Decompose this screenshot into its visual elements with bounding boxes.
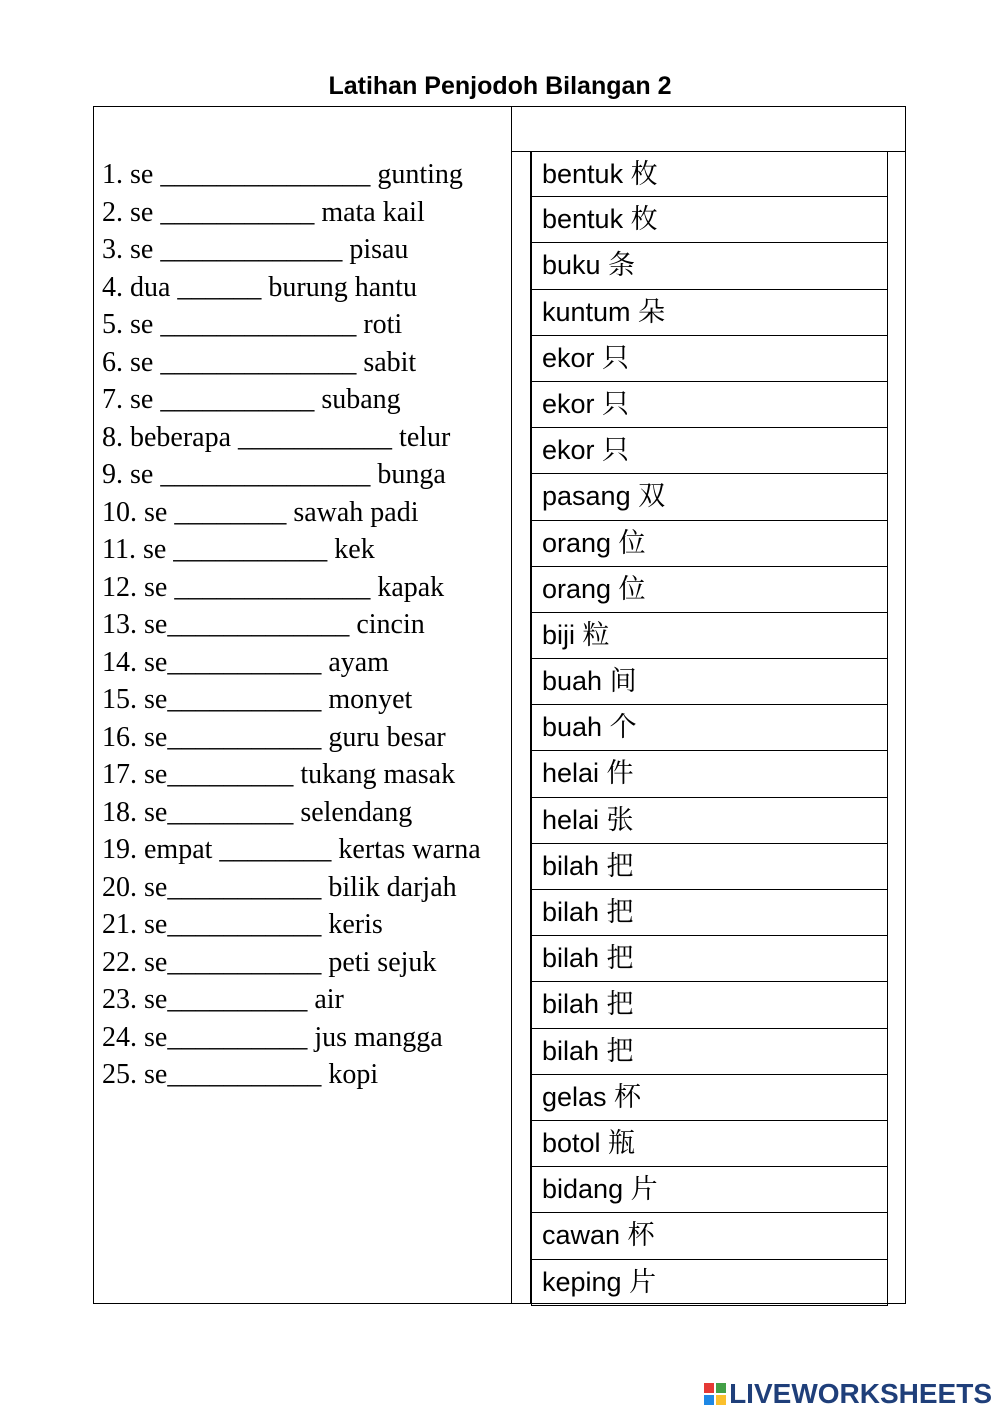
answer-item[interactable]: biji 粒: [531, 613, 888, 659]
question-item: 9. se _______________ bunga: [102, 459, 446, 490]
answer-item[interactable]: ekor 只: [531, 336, 888, 382]
answer-item[interactable]: bidang 片: [531, 1167, 888, 1213]
question-item: 16. se___________ guru besar: [102, 721, 446, 753]
question-item: 14. se___________ ayam: [102, 646, 389, 678]
question-item: 11. se ___________ kek: [102, 534, 375, 565]
question-item: 3. se _____________ pisau: [102, 234, 409, 265]
answer-item[interactable]: ekor 只: [531, 382, 888, 428]
answer-item[interactable]: pasang 双: [531, 474, 888, 520]
answer-item[interactable]: bentuk 枚: [531, 151, 888, 197]
answer-item[interactable]: gelas 杯: [531, 1075, 888, 1121]
question-item: 23. se__________ air: [102, 984, 344, 1015]
question-item: 1. se _______________ gunting: [102, 159, 463, 190]
question-item: 21. se___________ keris: [102, 909, 383, 940]
question-item: 10. se ________ sawah padi: [102, 496, 419, 528]
column-divider: [511, 106, 512, 1304]
question-item: 13. se_____________ cincin: [102, 609, 425, 640]
answer-item[interactable]: botol 瓶: [531, 1121, 888, 1167]
question-item: 4. dua ______ burung hantu: [102, 271, 417, 303]
question-item: 22. se___________ peti sejuk: [102, 946, 437, 978]
answer-item[interactable]: orang 位: [531, 567, 888, 613]
logo-square-yellow: [715, 1394, 727, 1406]
page-title: Latihan Penjodoh Bilangan 2: [328, 72, 672, 100]
question-item: 15. se___________ monyet: [102, 684, 413, 715]
question-item: 18. se_________ selendang: [102, 796, 413, 828]
question-item: 24. se__________ jus mangga: [102, 1021, 443, 1053]
answer-item[interactable]: buku 条: [531, 243, 888, 289]
question-item: 2. se ___________ mata kail: [102, 196, 425, 228]
answer-item[interactable]: bilah 把: [531, 890, 888, 936]
question-item: 25. se___________ kopi: [102, 1059, 379, 1090]
question-item: 20. se___________ bilik darjah: [102, 871, 457, 903]
answer-item[interactable]: bilah 把: [531, 936, 888, 982]
logo-square-red: [703, 1382, 715, 1394]
question-item: 5. se ______________ roti: [102, 309, 403, 340]
answer-item[interactable]: bilah 把: [531, 1029, 888, 1075]
answer-item[interactable]: kuntum 朵: [531, 290, 888, 336]
logo-square-blue: [703, 1394, 715, 1406]
answer-item[interactable]: buah 个: [531, 705, 888, 751]
logo-square-green: [715, 1382, 727, 1394]
answer-item[interactable]: ekor 只: [531, 428, 888, 474]
answer-item[interactable]: bilah 把: [531, 844, 888, 890]
liveworksheets-logo-icon: [703, 1382, 727, 1406]
answer-item[interactable]: buah 间: [531, 659, 888, 705]
question-item: 6. se ______________ sabit: [102, 346, 417, 378]
question-list: [102, 156, 510, 1094]
question-item: 8. beberapa ___________ telur: [102, 421, 451, 453]
answer-item[interactable]: bentuk 枚: [531, 197, 888, 243]
answer-item[interactable]: keping 片: [531, 1260, 888, 1306]
watermark-text: LIVEWORKSHEETS: [729, 1378, 992, 1409]
watermark: [703, 1378, 992, 1410]
answer-item[interactable]: bilah 把: [531, 982, 888, 1028]
answer-item[interactable]: helai 件: [531, 751, 888, 797]
answer-item[interactable]: helai 张: [531, 798, 888, 844]
question-item: 17. se_________ tukang masak: [102, 759, 456, 790]
answer-item[interactable]: orang 位: [531, 521, 888, 567]
question-item: 7. se ___________ subang: [102, 384, 401, 415]
question-item: 19. empat ________ kertas warna: [102, 834, 481, 865]
question-item: 12. se ______________ kapak: [102, 571, 445, 603]
answer-item[interactable]: cawan 杯: [531, 1213, 888, 1259]
answer-bank: [531, 151, 888, 1306]
